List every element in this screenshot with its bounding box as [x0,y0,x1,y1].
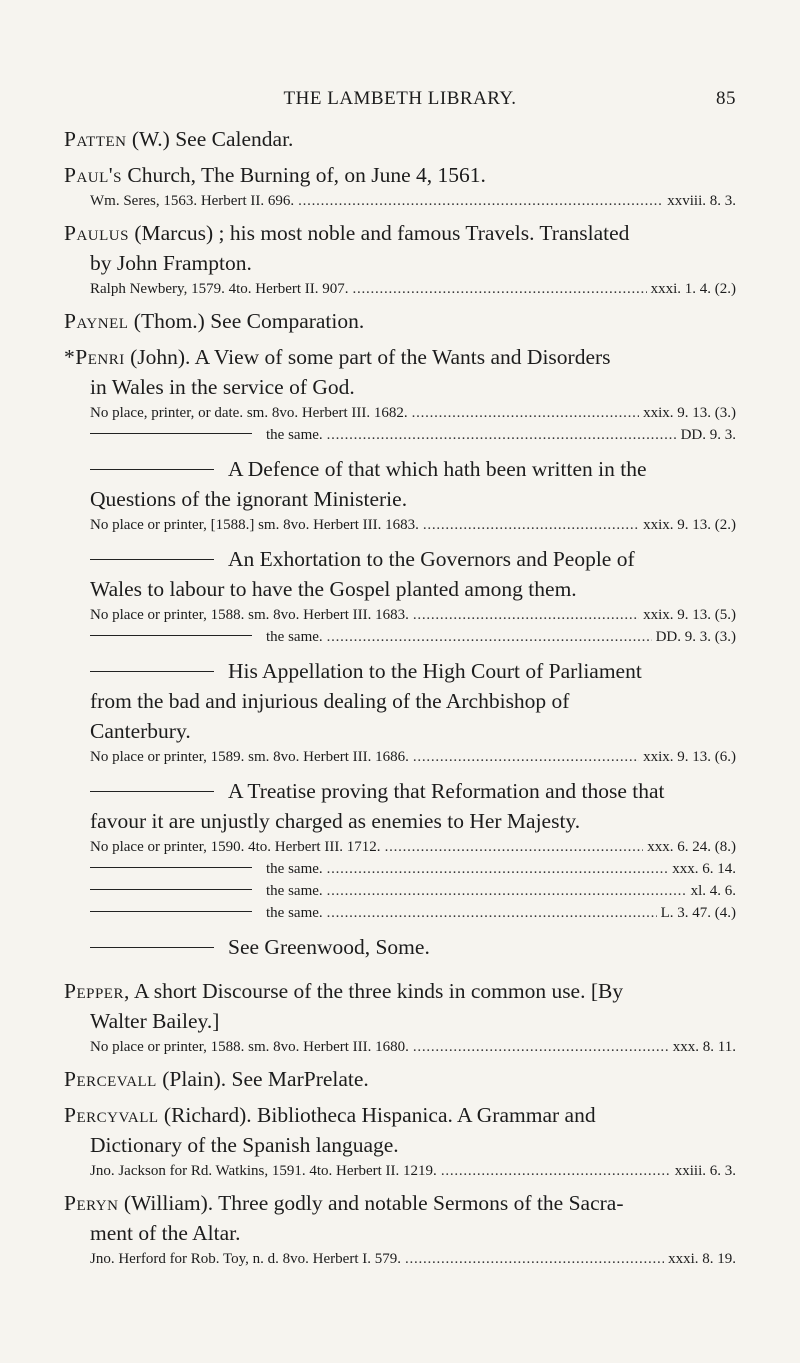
imprint-text: No place or printer, [1588.] sm. 8vo. Herbert III. 1683. [90,517,419,533]
imprint-text: the same. [266,427,323,443]
imprint-text: the same. [266,905,323,921]
shelf-mark: DD. 9. 3. (3.) [655,629,736,645]
imprint-line [64,746,736,768]
entry-name: Paulus [64,221,129,245]
imprint-text: No place or printer, 1588. sm. 8vo. Herbert III. 1680. [90,1039,409,1055]
entry-peryn [64,1188,736,1218]
shelf-mark: xxx. 6. 14. [672,861,736,877]
shelf-mark: xxviii. 8. 3. [667,193,736,209]
entry-pepper [64,976,736,1006]
sub-entry-exhortation [64,544,736,574]
imprint-line [64,278,736,300]
shelf-mark: xxix. 9. 13. (2.) [643,517,736,533]
entry-continuation: from the bad and injurious dealing of the Archbishop of [90,689,570,713]
shelf-mark: xxx. 8. 11. [672,1039,736,1055]
shelf-mark: xxiii. 6. 3. [674,1163,736,1179]
imprint-text: No place or printer, 1590. 4to. Herbert III. 1712. [90,839,381,855]
shelf-mark: xxxi. 1. 4. (2.) [650,281,736,297]
same-line [64,902,736,924]
ditto-rule [90,635,252,636]
leader-dots [327,880,687,902]
same-line [64,424,736,446]
entry-continuation: ment of the Altar. [90,1221,241,1245]
ditto-rule [90,433,252,434]
imprint-line [64,836,736,858]
ditto-rule [90,867,252,868]
entry-name: Pepper, [64,979,130,1003]
page-number: 85 [716,88,736,109]
sub-entry-treatise [64,776,736,806]
entry-text: (W.) See Calendar. [126,127,294,151]
running-head [64,88,736,118]
cross-reference: See Greenwood, Some. [228,935,430,959]
leader-dots [405,1248,664,1270]
running-title: THE LAMBETH LIBRARY. [283,88,517,109]
ditto-rule [90,911,252,912]
entry-name: Percevall [64,1067,157,1091]
entry-text: (Richard). Bibliotheca Hispanica. A Grammar and [158,1103,596,1127]
entry-paynel [64,306,736,336]
sub-entry-see [64,932,736,962]
ditto-rule [90,889,252,890]
leader-dots [413,1036,669,1058]
entry-continuation: Walter Bailey.] [90,1009,220,1033]
entry-percyvall [64,1100,736,1130]
entry-text: A short Discourse of the three kinds in common use. [By [129,979,624,1003]
entry-continuation: in Wales in the service of God. [90,375,355,399]
leader-dots [327,424,677,446]
leader-dots [413,746,639,768]
entry-continuation: Wales to labour to have the Gospel planted among them. [90,577,577,601]
sub-entry-title: A Defence of that which hath been written in the [228,457,647,481]
leader-dots [298,190,663,212]
entry-text: (Thom.) See Comparation. [128,309,365,333]
same-line [64,626,736,648]
entry-text: (Plain). See MarPrelate. [156,1067,369,1091]
ditto-rule [90,791,214,792]
leader-dots [327,902,657,924]
imprint-text: No place, printer, or date. sm. 8vo. Herbert III. 1682. [90,405,408,421]
ditto-rule [90,469,214,470]
entry-name: Paul's [64,163,123,187]
leader-dots [413,604,639,626]
sub-entry-defence [64,454,736,484]
shelf-mark: xxix. 9. 13. (3.) [643,405,736,421]
entry-name: *Penri [64,345,125,369]
imprint-text: No place or printer, 1589. sm. 8vo. Herbert III. 1686. [90,749,409,765]
imprint-text: Ralph Newbery, 1579. 4to. Herbert II. 907. [90,281,349,297]
sub-entry-title: His Appellation to the High Court of Parliament [228,659,642,683]
leader-dots [385,836,644,858]
shelf-mark: xxxi. 8. 19. [668,1251,736,1267]
same-line [64,858,736,880]
shelf-mark: xxix. 9. 13. (6.) [643,749,736,765]
shelf-mark: DD. 9. 3. [680,427,736,443]
entry-continuation: favour it are unjustly charged as enemies to Her Majesty. [90,809,581,833]
leader-dots [423,514,639,536]
imprint-line [64,604,736,626]
ditto-rule [90,947,214,948]
leader-dots [353,278,647,300]
entry-penri [64,342,736,372]
sub-entry-title: A Treatise proving that Reformation and those that [228,779,665,803]
entry-continuation: Dictionary of the Spanish language. [90,1133,399,1157]
shelf-mark: xxx. 6. 24. (8.) [647,839,736,855]
leader-dots [412,402,639,424]
shelf-mark: L. 3. 47. (4.) [660,905,736,921]
leader-dots [327,626,652,648]
imprint-text: Wm. Seres, 1563. Herbert II. 696. [90,193,295,209]
ditto-rule [90,671,214,672]
imprint-text: the same. [266,861,323,877]
imprint-text: Jno. Herford for Rob. Toy, n. d. 8vo. Herbert I. 579. [90,1251,401,1267]
imprint-text: Jno. Jackson for Rd. Watkins, 1591. 4to. Herbert II. 1219. [90,1163,437,1179]
imprint-line [64,1036,736,1058]
entry-text: (William). Three godly and notable Sermons of the Sacra- [118,1191,624,1215]
entry-continuation: Questions of the ignorant Ministerie. [90,487,408,511]
shelf-mark: xxix. 9. 13. (5.) [643,607,736,623]
imprint-text: No place or printer, 1588. sm. 8vo. Herbert III. 1683. [90,607,409,623]
ditto-rule [90,559,214,560]
entry-text: (John). A View of some part of the Wants and Disorders [124,345,611,369]
leader-dots [327,858,669,880]
imprint-text: the same. [266,629,323,645]
shelf-mark: xl. 4. 6. [690,883,736,899]
imprint-line [64,514,736,536]
entry-paulus [64,218,736,248]
sub-entry-title: An Exhortation to the Governors and People of [228,547,635,571]
entry-patten [64,124,736,154]
entry-name: Percyvall [64,1103,159,1127]
imprint-line [64,190,736,212]
entry-continuation: Canterbury. [90,719,191,743]
entry-continuation: by John Frampton. [90,251,252,275]
entry-text: (Marcus) ; his most noble and famous Travels. Translated [128,221,630,245]
leader-dots [441,1160,671,1182]
entry-name: Paynel [64,309,129,333]
entry-percevall [64,1064,736,1094]
entry-name: Patten [64,127,127,151]
imprint-line [64,1160,736,1182]
catalogue-page [64,88,736,1270]
imprint-line [64,1248,736,1270]
same-line [64,880,736,902]
entry-pauls [64,160,736,190]
entry-name: Peryn [64,1191,119,1215]
entry-text: Church, The Burning of, on June 4, 1561. [122,163,486,187]
imprint-text: the same. [266,883,323,899]
imprint-line [64,402,736,424]
sub-entry-appellation [64,656,736,686]
